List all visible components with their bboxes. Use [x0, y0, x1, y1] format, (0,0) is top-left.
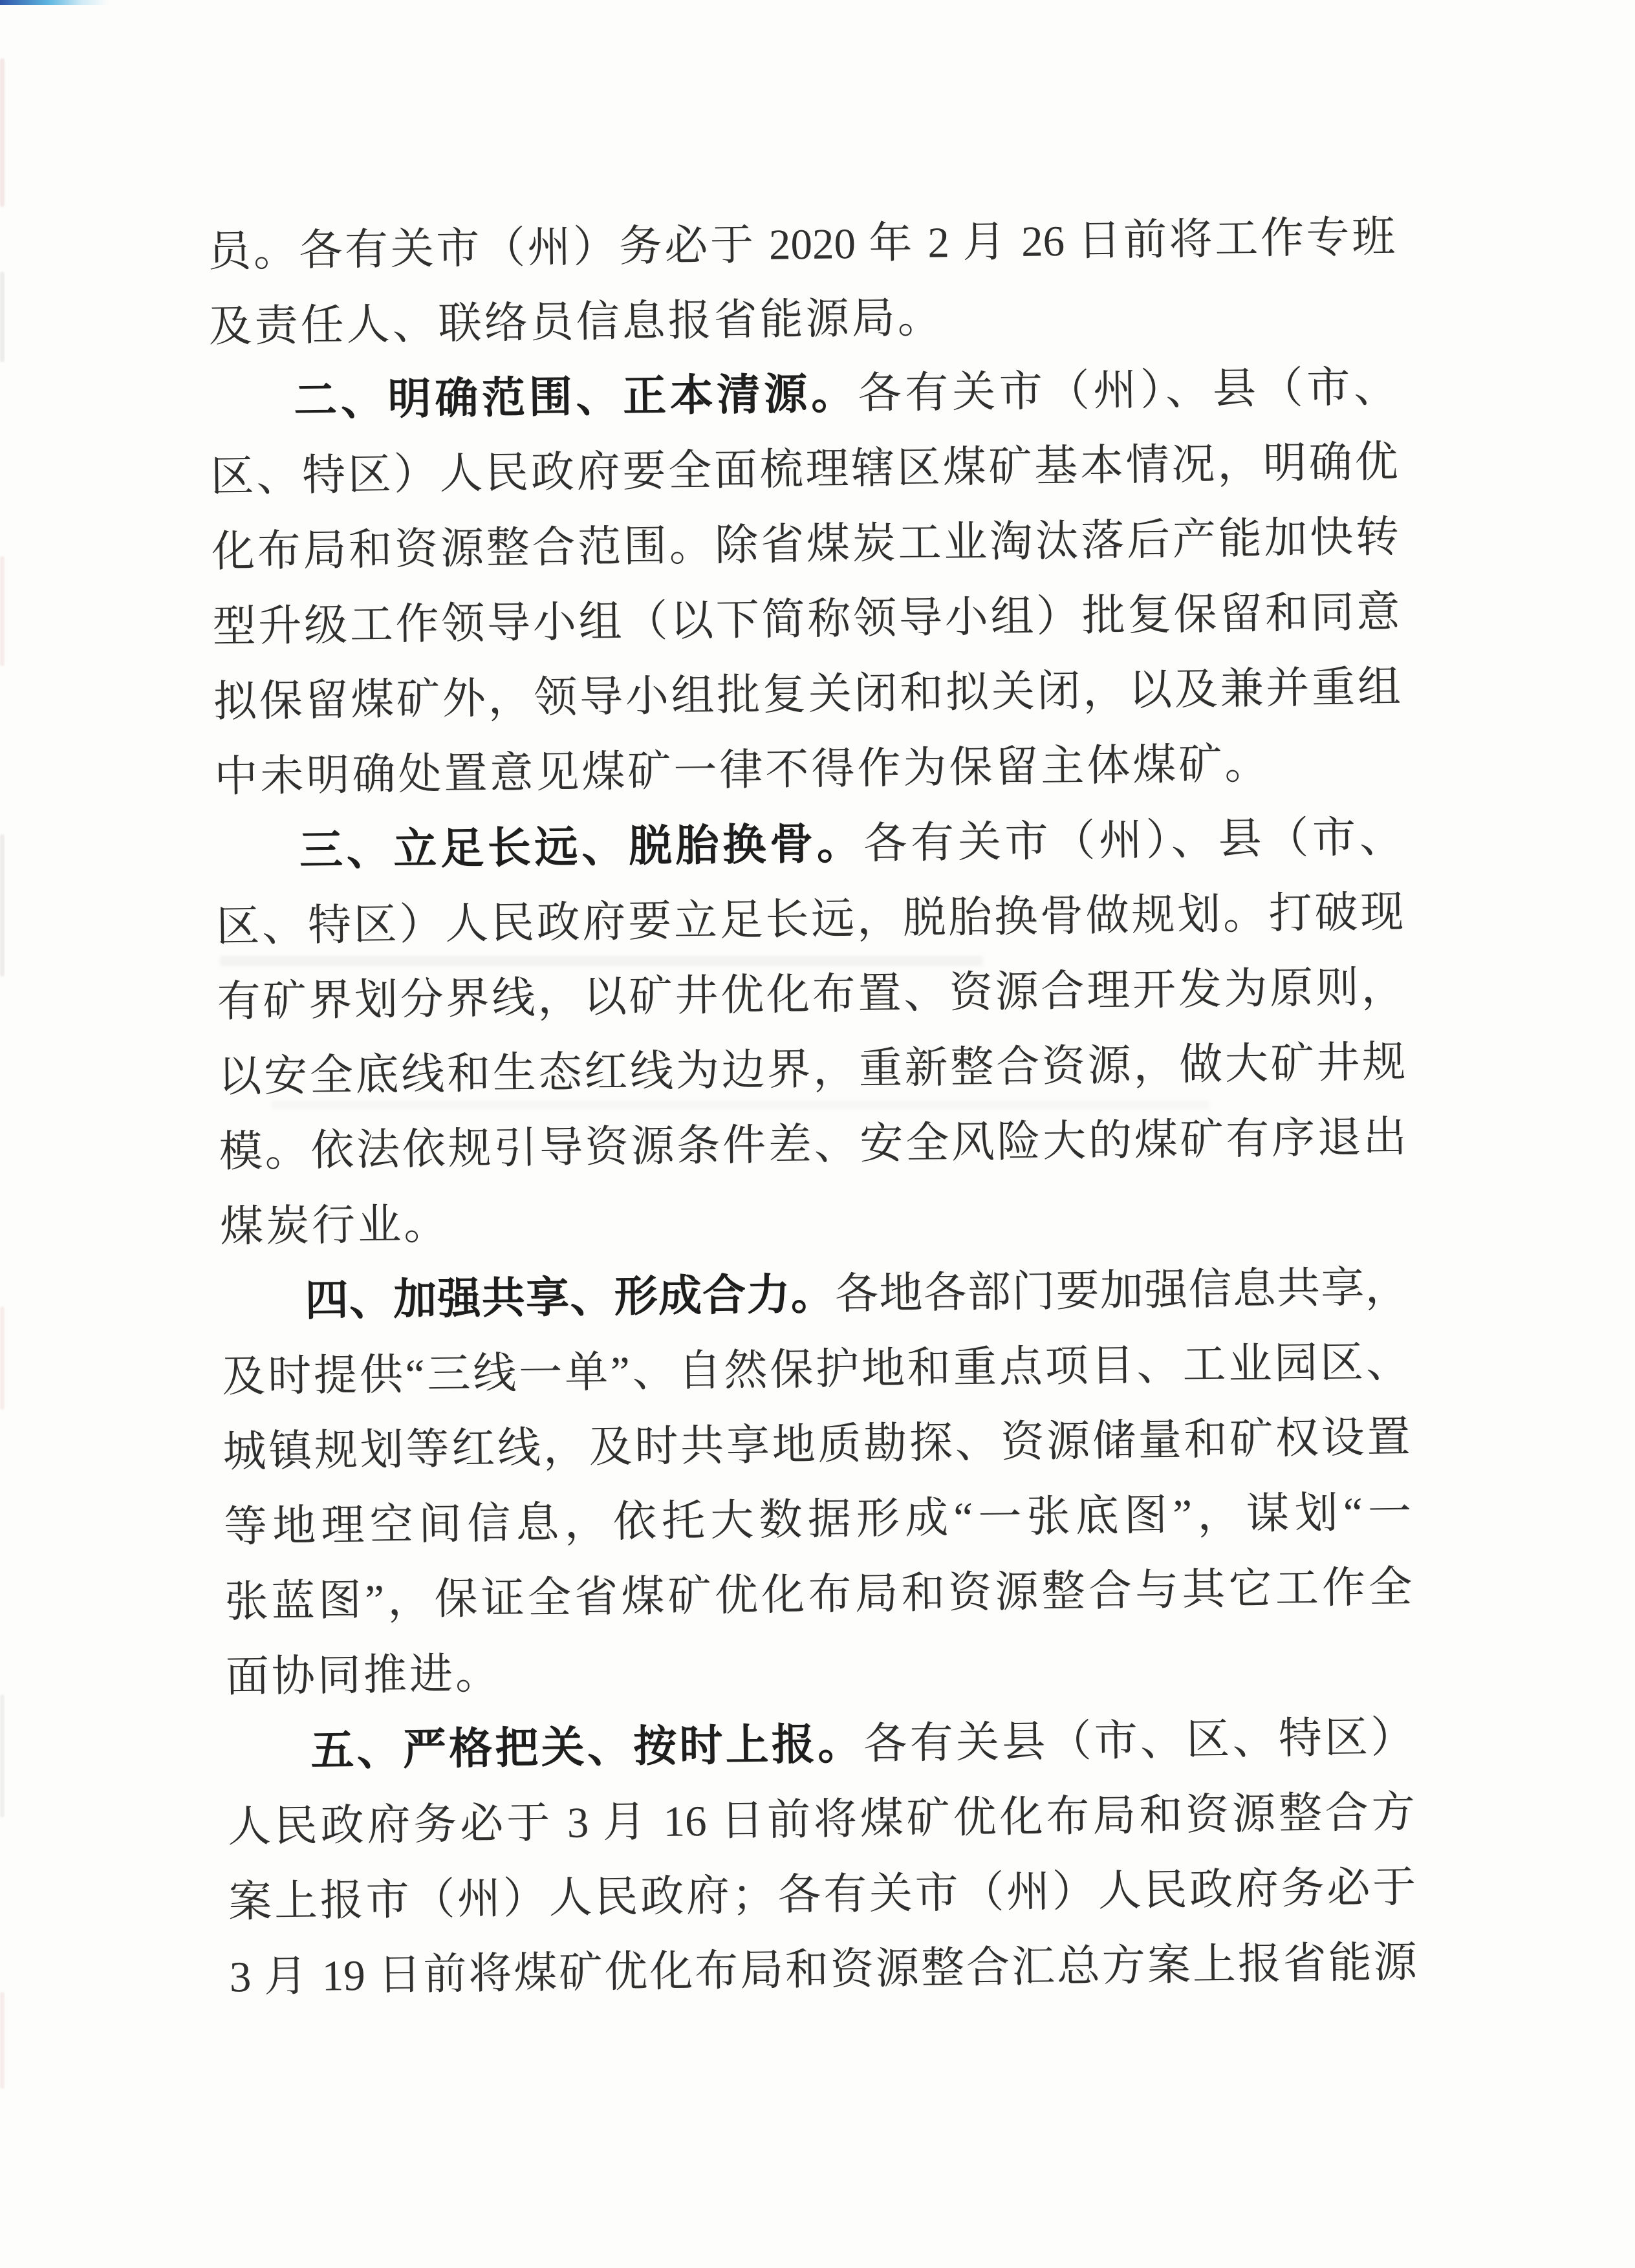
body-text: 有矿界划分界线，以矿井优化布置、资源合理开发为原则， [217, 963, 1405, 1026]
document-body [208, 200, 1418, 2015]
body-text: 各有关市（州）、县（市、 [863, 813, 1403, 868]
body-text: 等地理空间信息，依托大数据形成“一张底图”，谋划“一 [223, 1488, 1412, 1551]
text-line [210, 425, 1398, 515]
text-line [208, 200, 1396, 290]
text-line [213, 650, 1401, 740]
section-heading: 三、立足长远、脱胎换骨。 [299, 819, 864, 875]
scan-edge-smudge [0, 834, 5, 977]
body-text: 煤炭行业。 [219, 1200, 450, 1251]
text-line [218, 1024, 1406, 1114]
body-text: 各有关县（市、区、特区） [863, 1713, 1414, 1769]
scan-edge-smudge [0, 1992, 5, 2089]
text-line [214, 725, 1402, 815]
body-text: 拟保留煤矿外，领导小组批复关闭和拟关闭，以及兼并重组 [213, 663, 1402, 726]
body-text: 各地各部门要加强信息共享， [834, 1263, 1409, 1319]
scan-edge-smudge [0, 272, 5, 362]
text-line [222, 1399, 1411, 1489]
text-line [221, 1324, 1409, 1414]
body-text: 员。各有关市（州）务必于 2020 年 2 月 26 日前将工作专班 [207, 213, 1396, 276]
body-text: 人民政府务必于 3 月 16 日前将煤矿优化布局和资源整合方 [227, 1788, 1416, 1852]
body-text: 化布局和资源整合范围。除省煤炭工业淘汰落后产能加快转 [211, 513, 1400, 576]
text-line [229, 1925, 1417, 2014]
section-heading: 五、严格把关、按时上报。 [310, 1720, 864, 1775]
body-text: 以安全底线和生态红线为边界，重新整合资源，做大矿井规 [217, 1038, 1406, 1101]
body-text: 3 月 19 日前将煤矿优化布局和资源整合汇总方案上报省能源 [229, 1938, 1418, 2002]
scan-edge-smudge [0, 58, 5, 207]
text-line [217, 949, 1405, 1039]
body-text: 城镇规划等红线，及时共享地质勘探、资源储量和矿权设置 [222, 1413, 1411, 1476]
body-text: 区、特区）人民政府要立足长远，脱胎换骨做规划。打破现 [215, 888, 1404, 951]
text-line [227, 1775, 1415, 1864]
body-text: 及责任人、联络员信息报省能源局。 [208, 294, 944, 351]
body-text: 中未明确处置意见煤矿一律不得作为保留主体煤矿。 [214, 740, 1271, 801]
text-line [215, 800, 1403, 890]
text-line [224, 1550, 1413, 1639]
scanner-streak-top-left-icon [0, 0, 109, 5]
text-line [211, 500, 1399, 590]
body-text: 区、特区）人民政府要全面梳理辖区煤矿基本情况，明确优 [210, 438, 1399, 501]
body-text: 及时提供“三线一单”、自然保护地和重点项目、工业园区、 [221, 1338, 1410, 1401]
text-line [216, 874, 1404, 964]
body-text: 模。依法依规引导资源条件差、安全风险大的煤矿有序退出 [219, 1113, 1407, 1176]
text-line [212, 575, 1400, 665]
scan-edge-smudge [0, 1306, 5, 1410]
text-line [225, 1625, 1413, 1714]
body-text: 张蓝图”，保证全省煤矿优化布局和资源整合与其它工作全 [224, 1563, 1413, 1626]
scan-edge-smudge [0, 1694, 5, 1817]
body-text: 面协同推进。 [225, 1650, 502, 1701]
section-heading: 四、加强共享、形成合力。 [305, 1269, 836, 1325]
scan-edge-smudge [0, 556, 5, 666]
text-line [220, 1174, 1408, 1264]
text-line [208, 275, 1396, 365]
body-text: 各有关市（州）、县（市、 [858, 363, 1398, 418]
text-line [209, 350, 1397, 440]
text-line [223, 1474, 1411, 1564]
text-line [219, 1099, 1407, 1189]
section-heading: 二、明确范围、正本清源。 [293, 369, 859, 425]
text-line [226, 1700, 1414, 1789]
text-line [221, 1249, 1409, 1339]
text-line [228, 1850, 1416, 1939]
body-text: 案上报市（州）人民政府；各有关市（州）人民政府务必于 [228, 1863, 1416, 1927]
body-text: 型升级工作领导小组（以下简称领导小组）批复保留和同意 [212, 588, 1400, 651]
